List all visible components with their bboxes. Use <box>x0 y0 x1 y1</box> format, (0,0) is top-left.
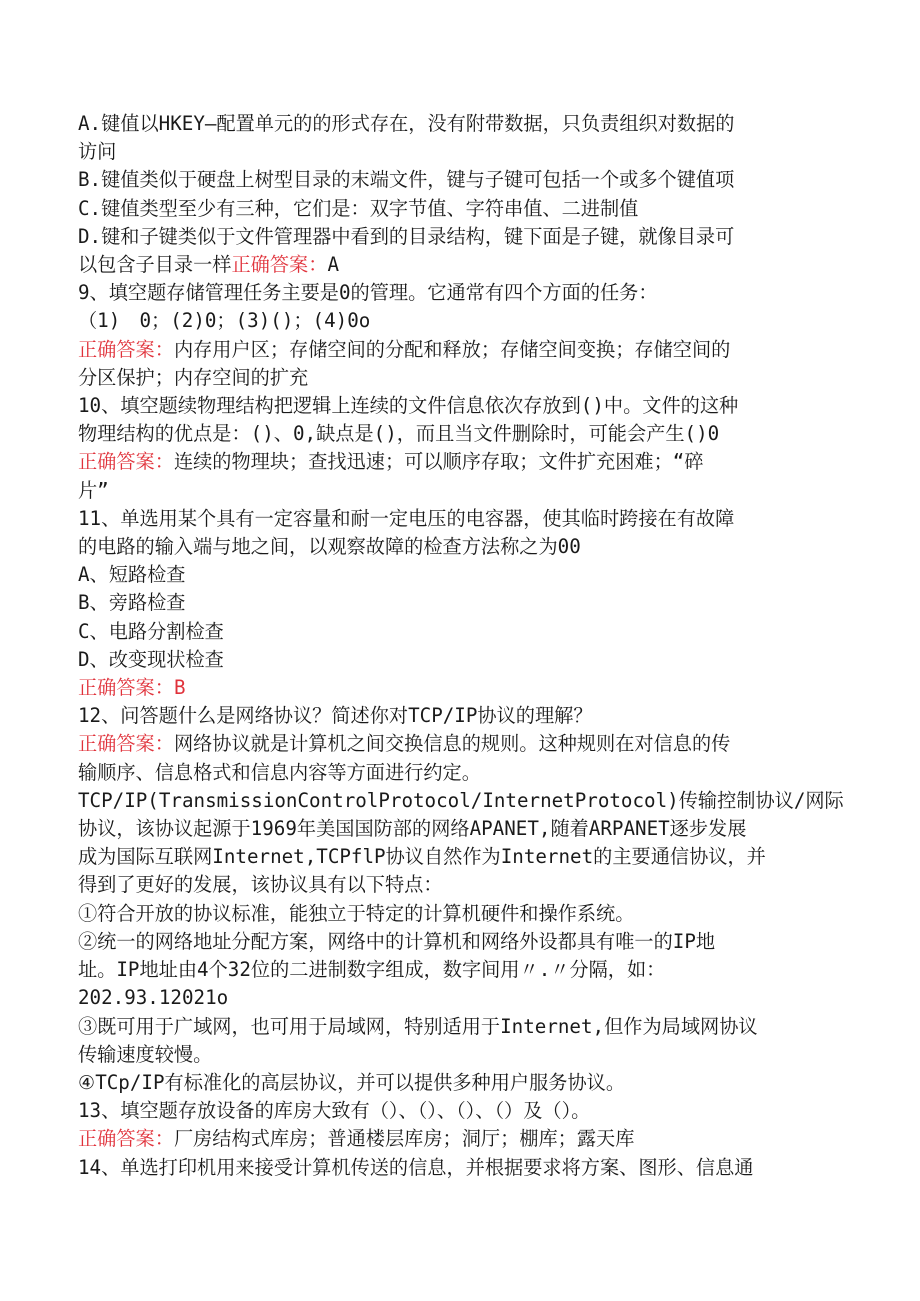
option-a-line2: 访问 <box>78 140 117 164</box>
answer-11 <box>78 674 848 702</box>
answer-9-line2: 分区保护；内存空间的扩充 <box>78 365 309 389</box>
document-body <box>78 110 848 1182</box>
question-12: 12、问答题什么是网络协议？简述你对TCP/IP协议的理解？ <box>78 704 593 728</box>
option-b: B.键值类似于硬盘上树型目录的末端文件，键与子键可包括一个或多个键值项 <box>78 168 735 192</box>
paragraph-line: TCP/IP(TransmissionControlProtocol/InternetProtocol)传输控制协议/网际 <box>78 788 844 812</box>
question-11-option-c: C、电路分割检查 <box>78 619 224 643</box>
option-d-line1: D.键和子键类似于文件管理器中看到的目录结构，键下面是子键，就像目录可 <box>78 224 735 248</box>
paragraph-line: 协议，该协议起源于1969年美国国防部的网络APANET,随着ARPANET逐步发展 <box>78 817 747 841</box>
answer-10-line2: 片” <box>78 478 109 502</box>
option-c: C.键值类型至少有三种，它们是：双字节值、字符串值、二进制值 <box>78 196 639 220</box>
answer-label: 正确答案： <box>78 732 174 756</box>
answer-12-line1 <box>78 730 848 758</box>
answer-label: 正确答案： <box>78 337 174 361</box>
paragraph-line: 成为国际互联网Internet,TCPflP协议自然作为Internet的主要通信协议，并 <box>78 845 766 869</box>
question-11-line1: 11、单选用某个具有一定容量和耐一定电压的电容器，使其临时跨接在有故障 <box>78 506 735 530</box>
question-14: 14、单选打印机用来接受计算机传送的信息，并根据要求将方案、图形、信息通 <box>78 1155 754 1179</box>
question-9-line2: （1) 0；(2)0；(3)()；(4)0o <box>78 309 371 333</box>
question-10-line2: 物理结构的优点是：()、0,缺点是()，而且当文件删除时，可能会产生()0 <box>78 422 720 446</box>
question-13: 13、填空题存放设备的库房大致有（）、（）、（）、（）及（）。 <box>78 1099 591 1123</box>
answer-text: 内存用户区；存储空间的分配和释放；存储空间变换；存储空间的 <box>173 337 731 361</box>
paragraph-line: 202.93.12021o <box>78 986 229 1010</box>
paragraph-line: 传输速度较慢。 <box>78 1042 213 1066</box>
answer-9-line1 <box>78 336 848 364</box>
question-11-option-b: B、旁路检查 <box>78 591 186 615</box>
answer-10-line1 <box>78 448 848 476</box>
paragraph-line: 得到了更好的发展，该协议具有以下特点： <box>78 873 443 897</box>
paragraph-line: ②统一的网络地址分配方案，网络中的计算机和网络外设都具有唯一的IP地 <box>78 929 716 953</box>
answer-value: A <box>327 253 339 277</box>
answer-label: 正确答案： <box>78 676 174 700</box>
paragraph-line: ④TCp/IP有标准化的高层协议，并可以提供多种用户服务协议。 <box>78 1070 626 1094</box>
option-d-line2: 以包含子目录一样正确答案：A <box>78 253 339 277</box>
answer-text: 网络协议就是计算机之间交换信息的规则。这种规则在对信息的传 <box>173 732 731 756</box>
question-10-line1: 10、填空题续物理结构把逻辑上连续的文件信息依次存放到()中。文件的这种 <box>78 394 739 418</box>
question-11-option-a: A、短路检查 <box>78 563 186 587</box>
answer-12-line2: 输顺序、信息格式和信息内容等方面进行约定。 <box>78 760 481 784</box>
question-9-line1: 9、填空题存储管理任务主要是0的管理。它通常有四个方面的任务： <box>78 281 658 305</box>
question-11-option-d: D、改变现状检查 <box>78 647 224 671</box>
paragraph-line: ③既可用于广域网，也可用于局域网，特别适用于Internet,但作为局域网协议 <box>78 1014 758 1038</box>
answer-13 <box>78 1125 848 1153</box>
answer-label: 正确答案： <box>231 253 328 277</box>
answer-text: 厂房结构式库房；普通楼层库房；洞厅；棚库；露天库 <box>173 1127 635 1151</box>
option-a-line1: A.键值以HKEY—配置单元的的形式存在，没有附带数据，只负责组织对数据的 <box>78 112 735 135</box>
answer-value: B <box>173 676 186 700</box>
paragraph-line: 址。IP地址由4个32位的二进制数字组成，数字间用〃.〃分隔，如： <box>78 958 666 982</box>
paragraph-line: ①符合开放的协议标准，能独立于特定的计算机硬件和操作系统。 <box>78 901 635 925</box>
answer-label: 正确答案： <box>78 450 174 474</box>
answer-label: 正确答案： <box>78 1127 174 1151</box>
answer-text: 连续的物理块；查找迅速；可以顺序存取；文件扩充困难；“碎 <box>173 450 704 474</box>
question-11-line2: 的电路的输入端与地之间，以观察故障的检查方法称之为00 <box>78 535 581 559</box>
